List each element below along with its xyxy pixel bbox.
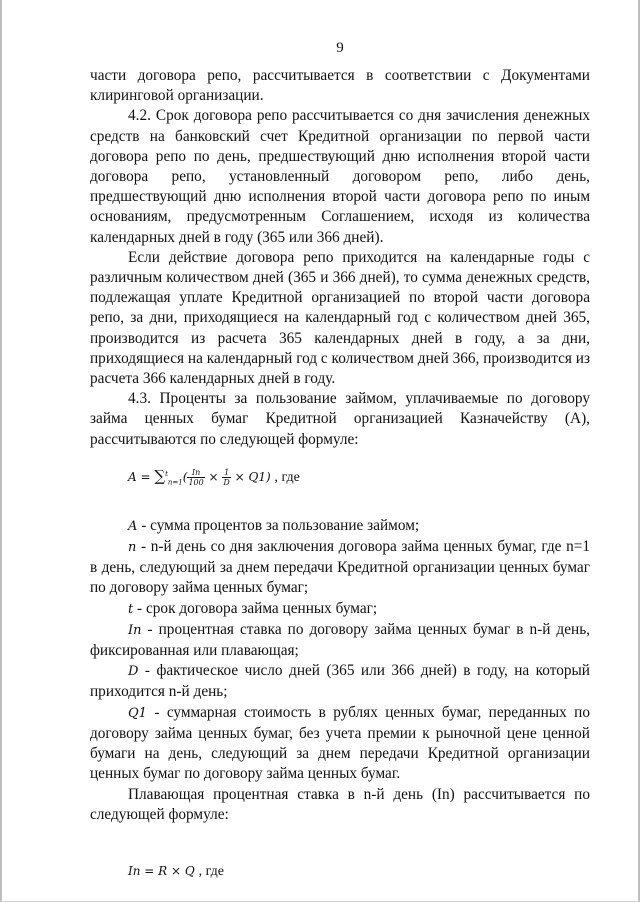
formula-i-lhs: In [128, 863, 141, 878]
formula-qty: Q1 [248, 469, 266, 484]
formula-floating-rate [128, 861, 590, 883]
days-numerator: 1 [224, 467, 230, 477]
definition-item: n - n-й день со дня заключения договора займа ценных бумаг, где n=1 в день, следующий за днем передачи Кредитной организации ценных бумаг по договору займа ценных бумаг; [90, 538, 590, 597]
paragraph-continuation: части договора репо, рассчитывается в соответствии с Документами клиринговой организации. [90, 67, 590, 105]
formula-suffix: , где [274, 469, 300, 485]
paragraph-4-3: 4.3. Проценты за пользование займом, уплачиваемые по договору займа ценных бумаг Кредитной организацией Казначейству (A), рассчитываются по следующей формуле: [90, 390, 590, 448]
sum-upper: t [165, 469, 168, 478]
paragraph-leap-year: Если действие договора репо приходится на календарные годы с различным количеством дней (365 и 366 дней), то сумма денежных средств, подлежащая уплате Кредитной организацией по второй части договора репо, за дни, приходящиеся на календарный год с количеством дней 365, производится из расчета 365 календарных дней в году, а за дни, приходящиеся на календарный год с количеством дней 366, производится из расчета 366 календарных дней в году. [90, 248, 590, 388]
formula-lhs: A [128, 469, 137, 484]
paragraph-4-2: 4.2. Срок договора репо рассчитывается со дня зачисления денежных средств на банковский счет Кредитной организации по первой части договора репо по день, предшествующий дню исполнения второй части договора репо, установленный договором репо, либо день, предшествующий дню исполнения второй части договора репо по иным основаниям, предусмотренным Соглашением, исходя из количества календарных дней в году (365 или 366 дней). [90, 107, 590, 246]
formula-interest-amount: A = ∑$^t_{n=1}$( $\frac{In}{100}$ × $\frac{1}{D}$ × Q1) , где [128, 466, 300, 487]
definition-item: D - фактическое число дней (365 или 366 дней) в году, на который приходится n-й день; [90, 662, 590, 701]
sum-sign: ∑ [154, 466, 166, 485]
definition-item: t - срок договора займа ценных бумаг; [128, 599, 378, 617]
days-denominator: D [223, 477, 230, 487]
rate-denominator: 100 [188, 477, 204, 487]
paragraph-floating-rate: Плавающая процентная ставка в n-й день (In) рассчитывается по следующей формуле: [90, 785, 590, 823]
days-fraction [222, 468, 230, 487]
definition-item: In - процентная ставка по договору займа ценных бумаг в n-й день, фиксированная или плавающая; [90, 620, 590, 660]
sum-lower: n=1 [167, 478, 183, 487]
formula-i-suffix: , где [198, 863, 224, 879]
page-number: 9 [336, 40, 344, 56]
rate-fraction [187, 468, 204, 487]
formula-i-rhs: = R × Q [144, 863, 195, 878]
definition-item: Q1 - суммарная стоимость в рублях ценных бумаг, переданных по договору займа ценных бумаг, без учета премии к рыночной цене ценной бумаги на день, следующий за днем передачи Кредитной организации ценных бумаг по договору займа ценных бумаг. [90, 703, 590, 783]
definition-item: A - сумма процентов за пользование займом; [128, 516, 420, 534]
rate-numerator: In [187, 468, 204, 478]
page-content [90, 38, 590, 883]
